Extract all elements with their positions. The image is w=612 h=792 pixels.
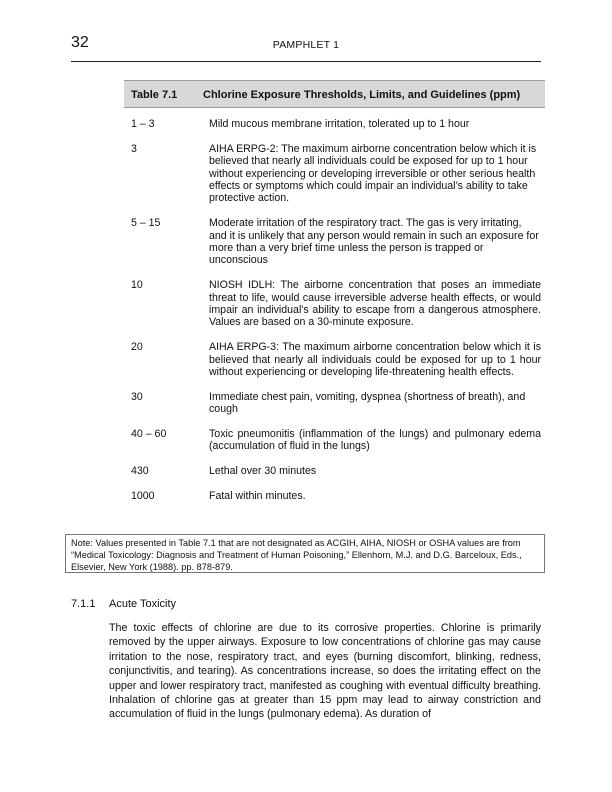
table-row (131, 143, 541, 205)
table-note: Note: Values presented in Table 7.1 that are not designated as ACGIH, AIHA, NIOSH or OSHA values are from “Medical Toxicology: Diagnosis and Treatment of Human Poisoning,” Ellenhorn, M.J. and D.G. Barceloux, Eds., Elsevier, New York (1988). pp. 878-879. (65, 534, 545, 573)
table-row (131, 465, 541, 477)
table-row (131, 118, 541, 130)
table-header (124, 80, 545, 108)
ppm-value: 30 (131, 390, 143, 403)
effect-description: AIHA ERPG-3: The maximum airborne concentration below which it is believed that nearly all individuals could be exposed for up to 1 hour without experiencing or developing life-threatening health effects. (209, 341, 541, 379)
ppm-value: 20 (131, 341, 143, 354)
section-number: 7.1.1 (71, 598, 96, 610)
page-number: 32 (71, 34, 89, 51)
table-row (131, 217, 541, 267)
table-row (131, 391, 541, 416)
running-head: PAMPHLET 1 (272, 39, 340, 51)
section-title: Acute Toxicity (109, 598, 177, 610)
effect-description: Lethal over 30 minutes (209, 465, 317, 478)
ppm-value: 3 (131, 142, 137, 155)
header-rule (71, 61, 541, 62)
table-row (131, 279, 541, 329)
effect-description: Fatal within minutes. (209, 490, 306, 503)
ppm-value: 430 (131, 465, 149, 478)
ppm-value: 10 (131, 279, 143, 292)
section-heading (71, 598, 176, 610)
table-row (131, 341, 541, 378)
table-body (131, 118, 541, 515)
ppm-value: 5 – 15 (131, 217, 161, 230)
effect-description: AIHA ERPG-2: The maximum airborne concentration below which it is believed that nearly all individuals could be exposed for up to 1 hour without experiencing or developing irreversible or other serious health effects or symptoms which could impair an individual’s ability to take protective action. (209, 142, 537, 205)
effect-description: Mild mucous membrane irritation, tolerated up to 1 hour (209, 118, 470, 130)
effect-description: Immediate chest pain, vomiting, dyspnea (shortness of breath), and cough (209, 390, 526, 416)
table-title: Chlorine Exposure Thresholds, Limits, and Guidelines (ppm) (203, 89, 521, 101)
effect-description: NIOSH IDLH: The airborne concentration that poses an immediate threat to life, would cause irreversible adverse health effects, or would impair an individual's ability to escape from a dangerous atmosphere. Values are based on a 30-minute exposure. (209, 279, 541, 329)
ppm-value: 1000 (131, 490, 155, 503)
body-paragraph: The toxic effects of chlorine are due to its corrosive properties. Chlorine is primarily removed by the upper airways. Exposure to low concentrations of chlorine gas may cause irritation to the nose, respiratory tract, and eyes (burning discomfort, blinking, redness, conjunctivitis, and tearing). As concentrations increase, so does the irritating effect on the upper and lower respiratory tract, manifested as coughing with eventual difficulty breathing. Inhalation of chlorine gas at greater than 15 ppm may lead to airway constriction and accumulation of fluid in the lungs (pulmonary edema). As duration of (109, 622, 541, 721)
effect-description: Moderate irritation of the respiratory tract. The gas is very irritating, and it is unlikely that any person would remain in such an exposure for more than a very brief time unless the person is trapped or unconscious (209, 217, 539, 267)
table-row (131, 490, 541, 502)
table-row (131, 428, 541, 453)
effect-description: Toxic pneumonitis (inflammation of the lungs) and pulmonary edema (accumulation of fluid in the lungs) (209, 428, 541, 453)
table-number: Table 7.1 (131, 89, 178, 101)
ppm-value: 40 – 60 (131, 428, 167, 441)
ppm-value: 1 – 3 (131, 118, 155, 130)
